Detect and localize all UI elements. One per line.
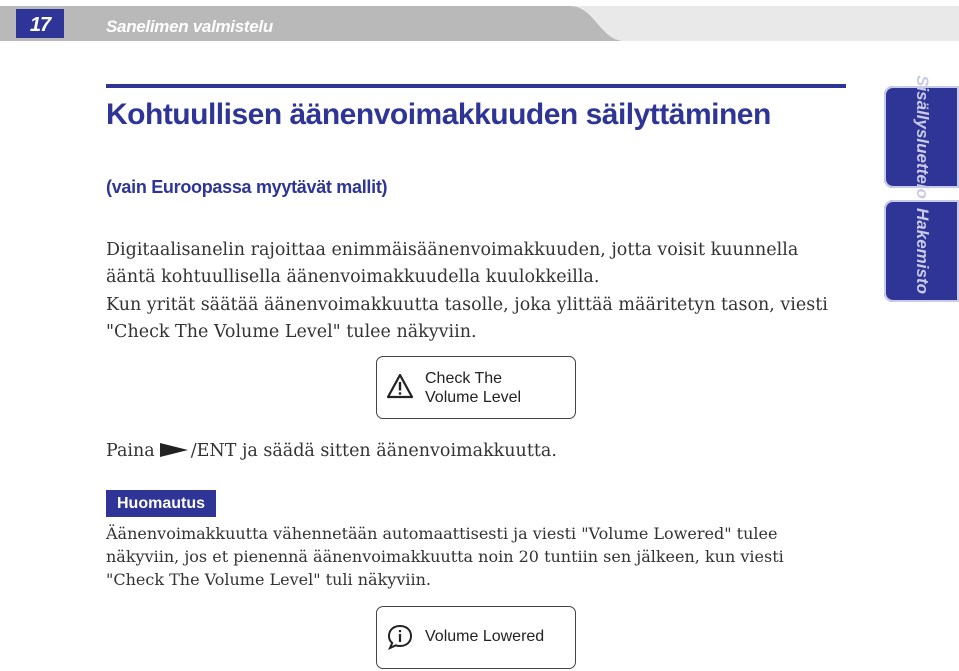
paragraph-intro: Digitaalisanelin rajoittaa enimmäisäänenvoimakkuuden, jotta voisit kuunnella ääntä kohtuullisella äänenvoimakkuudella kuulokkeilla.: [106, 240, 799, 287]
page-number: 17: [29, 14, 51, 36]
info-icon: [387, 624, 413, 650]
check-volume-line2: Volume Level: [425, 389, 522, 406]
check-volume-text: [425, 369, 521, 407]
note-text: Äänenvoimakkuutta vähennetään automaattisesti ja viesti "Volume Lowered" tulee näkyviin, jos et pienennä äänenvoimakkuutta noin 20 tuntiin sen jälkeen, kun viesti "Check The Volume Level" tuli näkyviin.: [106, 524, 784, 589]
page-subtitle: (vain Euroopassa myytävät mallit): [106, 177, 388, 197]
warning-triangle-icon: [387, 373, 413, 399]
play-icon: [159, 441, 189, 459]
index-tab[interactable]: [884, 200, 959, 302]
page-title: Kohtuullisen äänenvoimakkuuden säilyttäminen: [106, 98, 771, 131]
volume-lowered-display: [376, 606, 576, 669]
title-rule: [106, 84, 846, 88]
toc-tab[interactable]: [884, 75, 959, 199]
instruction-suffix: /ENT ja säädä sitten äänenvoimakkuutta.: [190, 441, 557, 461]
check-volume-display: [376, 356, 576, 419]
section-title: Sanelimen valmistelu: [106, 17, 273, 36]
index-tab-label: Hakemisto: [912, 208, 932, 294]
toc-tab-label: Sisällysluettelo: [912, 75, 932, 199]
paragraph-warning: Kun yrität säätää äänenvoimakkuutta tasolle, joka ylittää määritetyn tason, viesti "Check The Volume Level" tulee näkyviin.: [106, 295, 828, 342]
instruction-prefix: Paina: [106, 441, 155, 461]
volume-lowered-text: Volume Lowered: [425, 628, 545, 645]
check-volume-line1: Check The: [425, 370, 503, 387]
page-header: [0, 6, 959, 41]
note-label: Huomautus: [106, 490, 216, 517]
instruction-line: [106, 438, 557, 465]
